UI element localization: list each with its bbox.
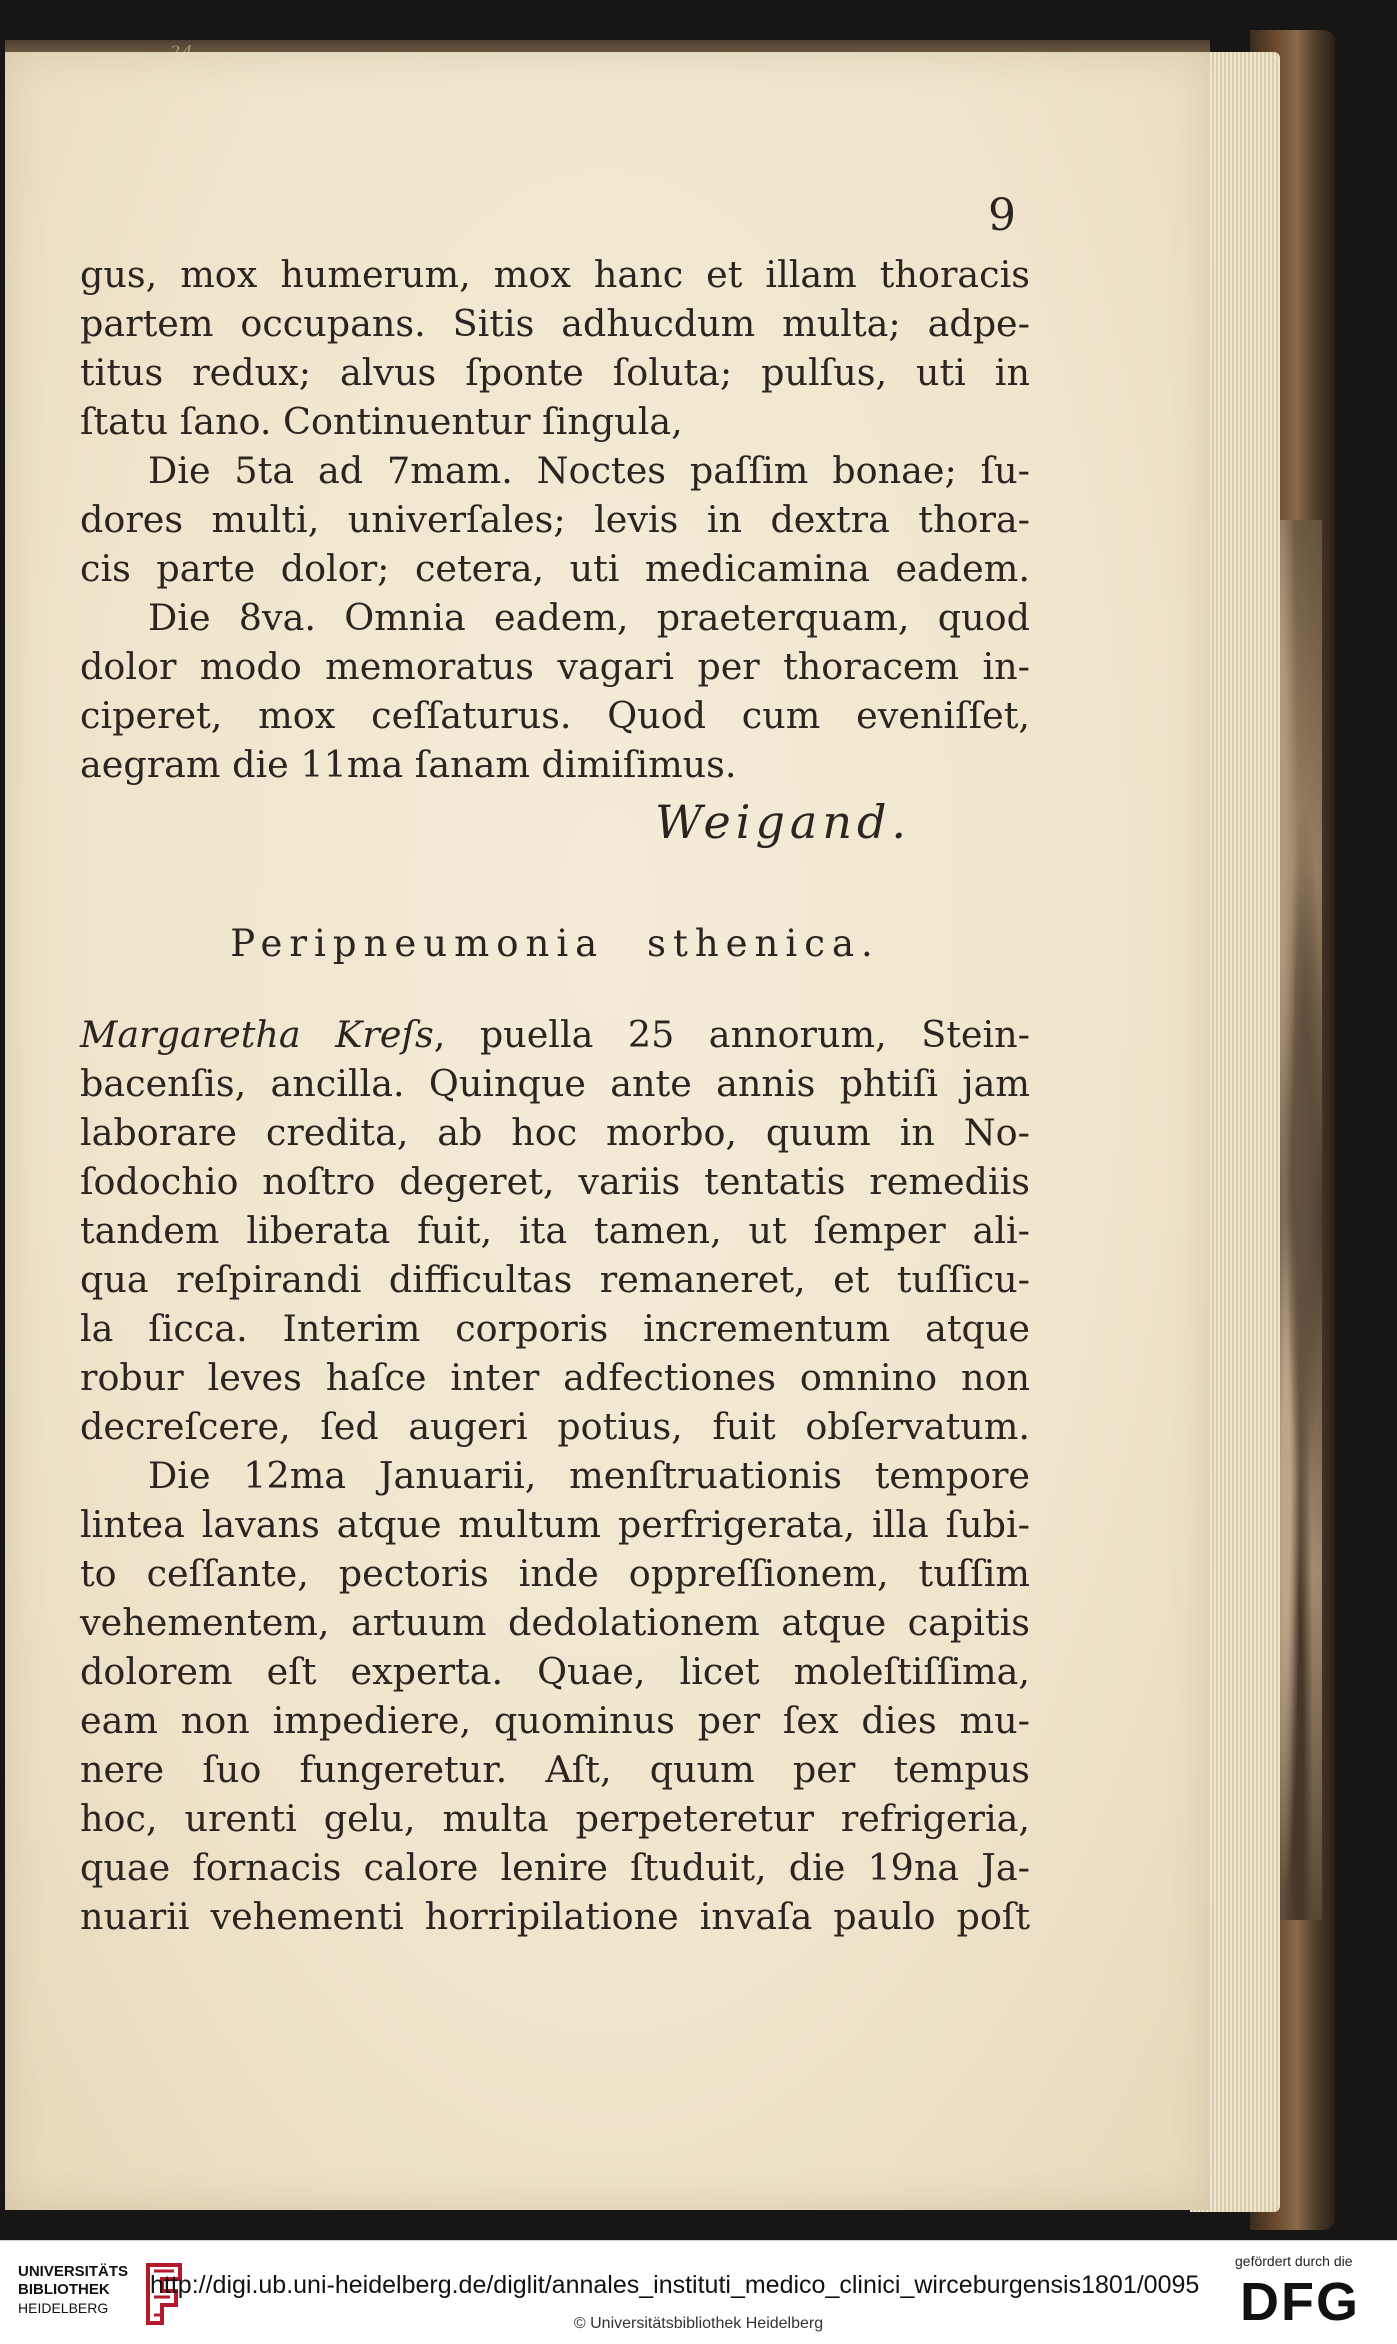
text-line: quae fornacis calore lenire ſtuduit, die 19na Ja-: [80, 1846, 1030, 1889]
text-line: decreſcere, ſed augeri potius, fuit obſervatum.: [80, 1405, 1030, 1448]
text-line: Die 12ma Januarii, menſtruationis tempore: [148, 1454, 1030, 1497]
opening-rest: , puella 25 annorum, Stein-: [433, 1013, 1030, 1056]
patient-name: Margaretha Kreſs: [80, 1013, 434, 1056]
text-line: dores multi, univerſales; levis in dextra thora-: [80, 498, 1030, 541]
text-line: partem occupans. Sitis adhucdum multa; adpe-: [80, 302, 1030, 345]
text-line: Die 5ta ad 7mam. Noctes paſſim bonae; ſu-: [148, 449, 1030, 492]
text-line: laborare credita, ab hoc morbo, quum in No-: [80, 1111, 1030, 1154]
page-number: 9: [988, 190, 1016, 241]
text-line: robur leves haſce inter adfectiones omnino non: [80, 1356, 1030, 1399]
text-line: ſodochio noſtro degeret, variis tentatis remediis: [80, 1160, 1030, 1203]
text-line: nere ſuo fungeretur. Aſt, quum per tempus: [80, 1748, 1030, 1791]
text-line: la ſicca. Interim corporis incrementum atque: [80, 1307, 1030, 1350]
dfg-logo: DFG: [1240, 2272, 1360, 2332]
text-line: hoc, urenti gelu, multa perpeteretur refrigeria,: [80, 1797, 1030, 1840]
copyright-notice: © Universitätsbibliothek Heidelberg: [573, 2315, 824, 2332]
text-line: vehementem, artuum dedolationem atque capitis: [80, 1601, 1030, 1644]
text-line: bacenſis, ancilla. Quinque ante annis phtiſi jam: [80, 1062, 1030, 1105]
text-line: nuarii vehementi horripilatione invaſa paulo poſt: [80, 1895, 1030, 1938]
section-heading: Peripneumonia sthenica.: [230, 922, 880, 965]
text-line: lintea lavans atque multum perfrigerata, illa ſubi-: [80, 1503, 1030, 1546]
text-line: Die 8va. Omnia eadem, praeterquam, quod: [148, 596, 1030, 639]
text-line: titus redux; alvus ſponte ſoluta; pulſus, uti in: [80, 351, 1030, 394]
text-line: eam non impediere, quominus per ſex dies mu-: [80, 1699, 1030, 1742]
text-line: dolorem eſt experta. Quae, licet moleſtiſſima,: [80, 1650, 1030, 1693]
library-name-line2: BIBLIOTHEK: [18, 2281, 110, 2298]
funding-note: gefördert durch die: [1235, 2253, 1353, 2269]
text-line: cis parte dolor; cetera, uti medicamina eadem.: [80, 547, 1030, 590]
case2-text: [80, 1010, 1030, 1941]
case1-text: [80, 250, 1030, 789]
library-name-line1: UNIVERSITÄTS: [18, 2263, 129, 2280]
text-line: ciperet, mox ceſſaturus. Quod cum eveniſſet,: [80, 694, 1030, 737]
text-line: aegram die 11ma ſanam dimiſimus.: [80, 743, 737, 786]
text-line: dolor modo memoratus vagari per thoracem in-: [80, 645, 1030, 688]
opening-line: [80, 1010, 1030, 1059]
library-name-line3: HEIDELBERG: [18, 2300, 109, 2316]
author-signature: Weigand.: [655, 795, 912, 849]
text-line: ſtatu ſano. Continuentur ſingula,: [80, 400, 683, 443]
text-line: gus, mox humerum, mox hanc et illam thoracis: [80, 253, 1030, 296]
text-line: qua reſpirandi difficultas remaneret, et tuſſicu-: [80, 1258, 1030, 1301]
permalink-url[interactable]: http://digi.ub.uni-heidelberg.de/diglit/annales_instituti_medico_clinici_wirceburgensis1801/0095: [150, 2271, 1200, 2299]
text-line: tandem liberata fuit, ita tamen, ut ſemper ali-: [80, 1209, 1030, 1252]
footer-bar: [0, 2240, 1397, 2344]
text-line: to ceſſante, pectoris inde oppreſſionem, tuſſim: [80, 1552, 1030, 1595]
